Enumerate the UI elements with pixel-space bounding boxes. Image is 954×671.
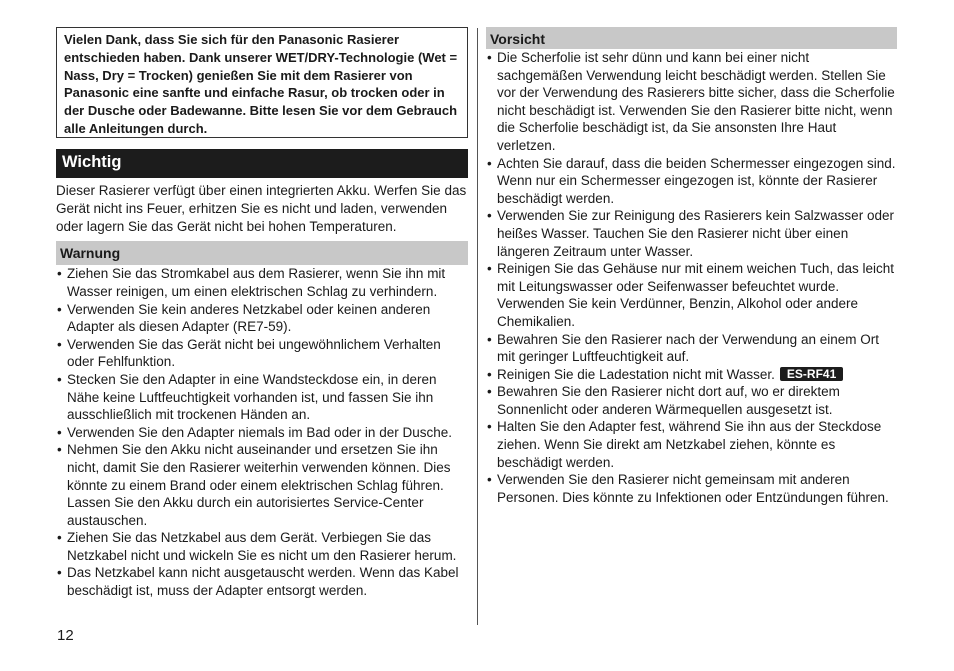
list-item [486, 366, 897, 384]
list-item: • Verwenden Sie kein anderes Netzkabel oder keinen anderen Adapter als diesen Adapter (RE7-59). [56, 301, 468, 336]
list-item-text: Reinigen Sie die Ladestation nicht mit Wasser. [497, 366, 775, 382]
list-item: • Nehmen Sie den Akku nicht auseinander und ersetzen Sie ihn nicht, damit Sie den Rasierer weiterhin verwenden können. Dies könnte zu einem Brand oder einem elektrischen Schlag führen. Lassen Sie den Akku durch ein autorisiertes Service-Center austauschen. [56, 441, 468, 529]
model-badge: ES-RF41 [780, 367, 843, 381]
vorsicht-list [486, 49, 897, 506]
list-item: • Verwenden Sie den Rasierer nicht gemeinsam mit anderen Personen. Dies könnte zu Infektionen oder Entzündungen führen. [486, 471, 897, 506]
list-item: • Stecken Sie den Adapter in eine Wandsteckdose ein, in deren Nähe keine Luftfeuchtigkeit vorhanden ist, und fassen Sie ihn ausschließlich mit trockenen Händen an. [56, 371, 468, 424]
warnung-list [56, 265, 468, 599]
list-item: • Achten Sie darauf, dass die beiden Schermesser eingezogen sind. Wenn nur ein Schermesser eingezogen ist, könnte der Rasierer beschädigt werden. [486, 155, 897, 208]
left-column [56, 27, 468, 600]
wichtig-heading: Wichtig [56, 149, 468, 178]
vorsicht-heading: Vorsicht [486, 27, 897, 49]
list-item: • Halten Sie den Adapter fest, während Sie ihn aus der Steckdose ziehen. Wenn Sie direkt am Netzkabel ziehen, könnte es beschädigt werden. [486, 418, 897, 471]
list-item: • Ziehen Sie das Netzkabel aus dem Gerät. Verbiegen Sie das Netzkabel nicht und wickeln Sie es nicht um den Rasierer herum. [56, 529, 468, 564]
list-item: • Verwenden Sie das Gerät nicht bei ungewöhnlichem Verhalten oder Fehlfunktion. [56, 336, 468, 371]
list-item: • Ziehen Sie das Stromkabel aus dem Rasierer, wenn Sie ihn mit Wasser reinigen, um einen elektrischen Schlag zu verhindern. [56, 265, 468, 300]
warnung-heading: Warnung [56, 241, 468, 265]
list-item: • Das Netzkabel kann nicht ausgetauscht werden. Wenn das Kabel beschädigt ist, muss der Adapter entsorgt werden. [56, 564, 468, 599]
list-item: • Verwenden Sie zur Reinigung des Rasierers kein Salzwasser oder heißes Wasser. Tauchen Sie den Rasierer nicht über einen längeren Zeitraum unter Wasser. [486, 207, 897, 260]
list-item: • Verwenden Sie den Adapter niemals im Bad oder in der Dusche. [56, 424, 468, 442]
list-item: • Die Scherfolie ist sehr dünn und kann bei einer nicht sachgemäßen Verwendung leicht beschädigt werden. Stellen Sie vor der Verwendung des Rasierers bitte sicher, dass die Scherfolie nicht beschädigt ist. Verwenden Sie den Rasierer bitte nicht, wenn die Scherfolie beschädigt ist, da Sie ansonsten Ihre Haut verletzen. [486, 49, 897, 155]
page-number: 12 [57, 627, 74, 644]
wichtig-text: Dieser Rasierer verfügt über einen integrierten Akku. Werfen Sie das Gerät nicht ins Feuer, erhitzen Sie es nicht und laden, verwenden oder lagern Sie das Gerät nicht bei hohen Temperaturen. [56, 183, 467, 234]
right-column [486, 27, 897, 506]
intro-box: Vielen Dank, dass Sie sich für den Panasonic Rasierer entschieden haben. Dank unserer WET/DRY-Technologie (Wet = Nass, Dry = Trocken) genießen Sie mit dem Rasierer von Panasonic eine sanfte und einfache Rasur, ob trocken oder in der Dusche oder Badewanne. Bitte lesen Sie vor dem Gebrauch alle Anleitungen durch. [56, 27, 468, 138]
list-item: • Reinigen Sie das Gehäuse nur mit einem weichen Tuch, das leicht mit Leitungswasser oder Seifenwasser befeuchtet wurde. Verwenden Sie kein Verdünner, Benzin, Alkohol oder andere Chemikalien. [486, 260, 897, 330]
list-item: • Bewahren Sie den Rasierer nach der Verwendung an einem Ort mit geringer Luftfeuchtigkeit auf. [486, 331, 897, 366]
list-item: • Bewahren Sie den Rasierer nicht dort auf, wo er direktem Sonnenlicht oder anderen Wärmequellen ausgesetzt ist. [486, 383, 897, 418]
column-divider [477, 28, 478, 625]
